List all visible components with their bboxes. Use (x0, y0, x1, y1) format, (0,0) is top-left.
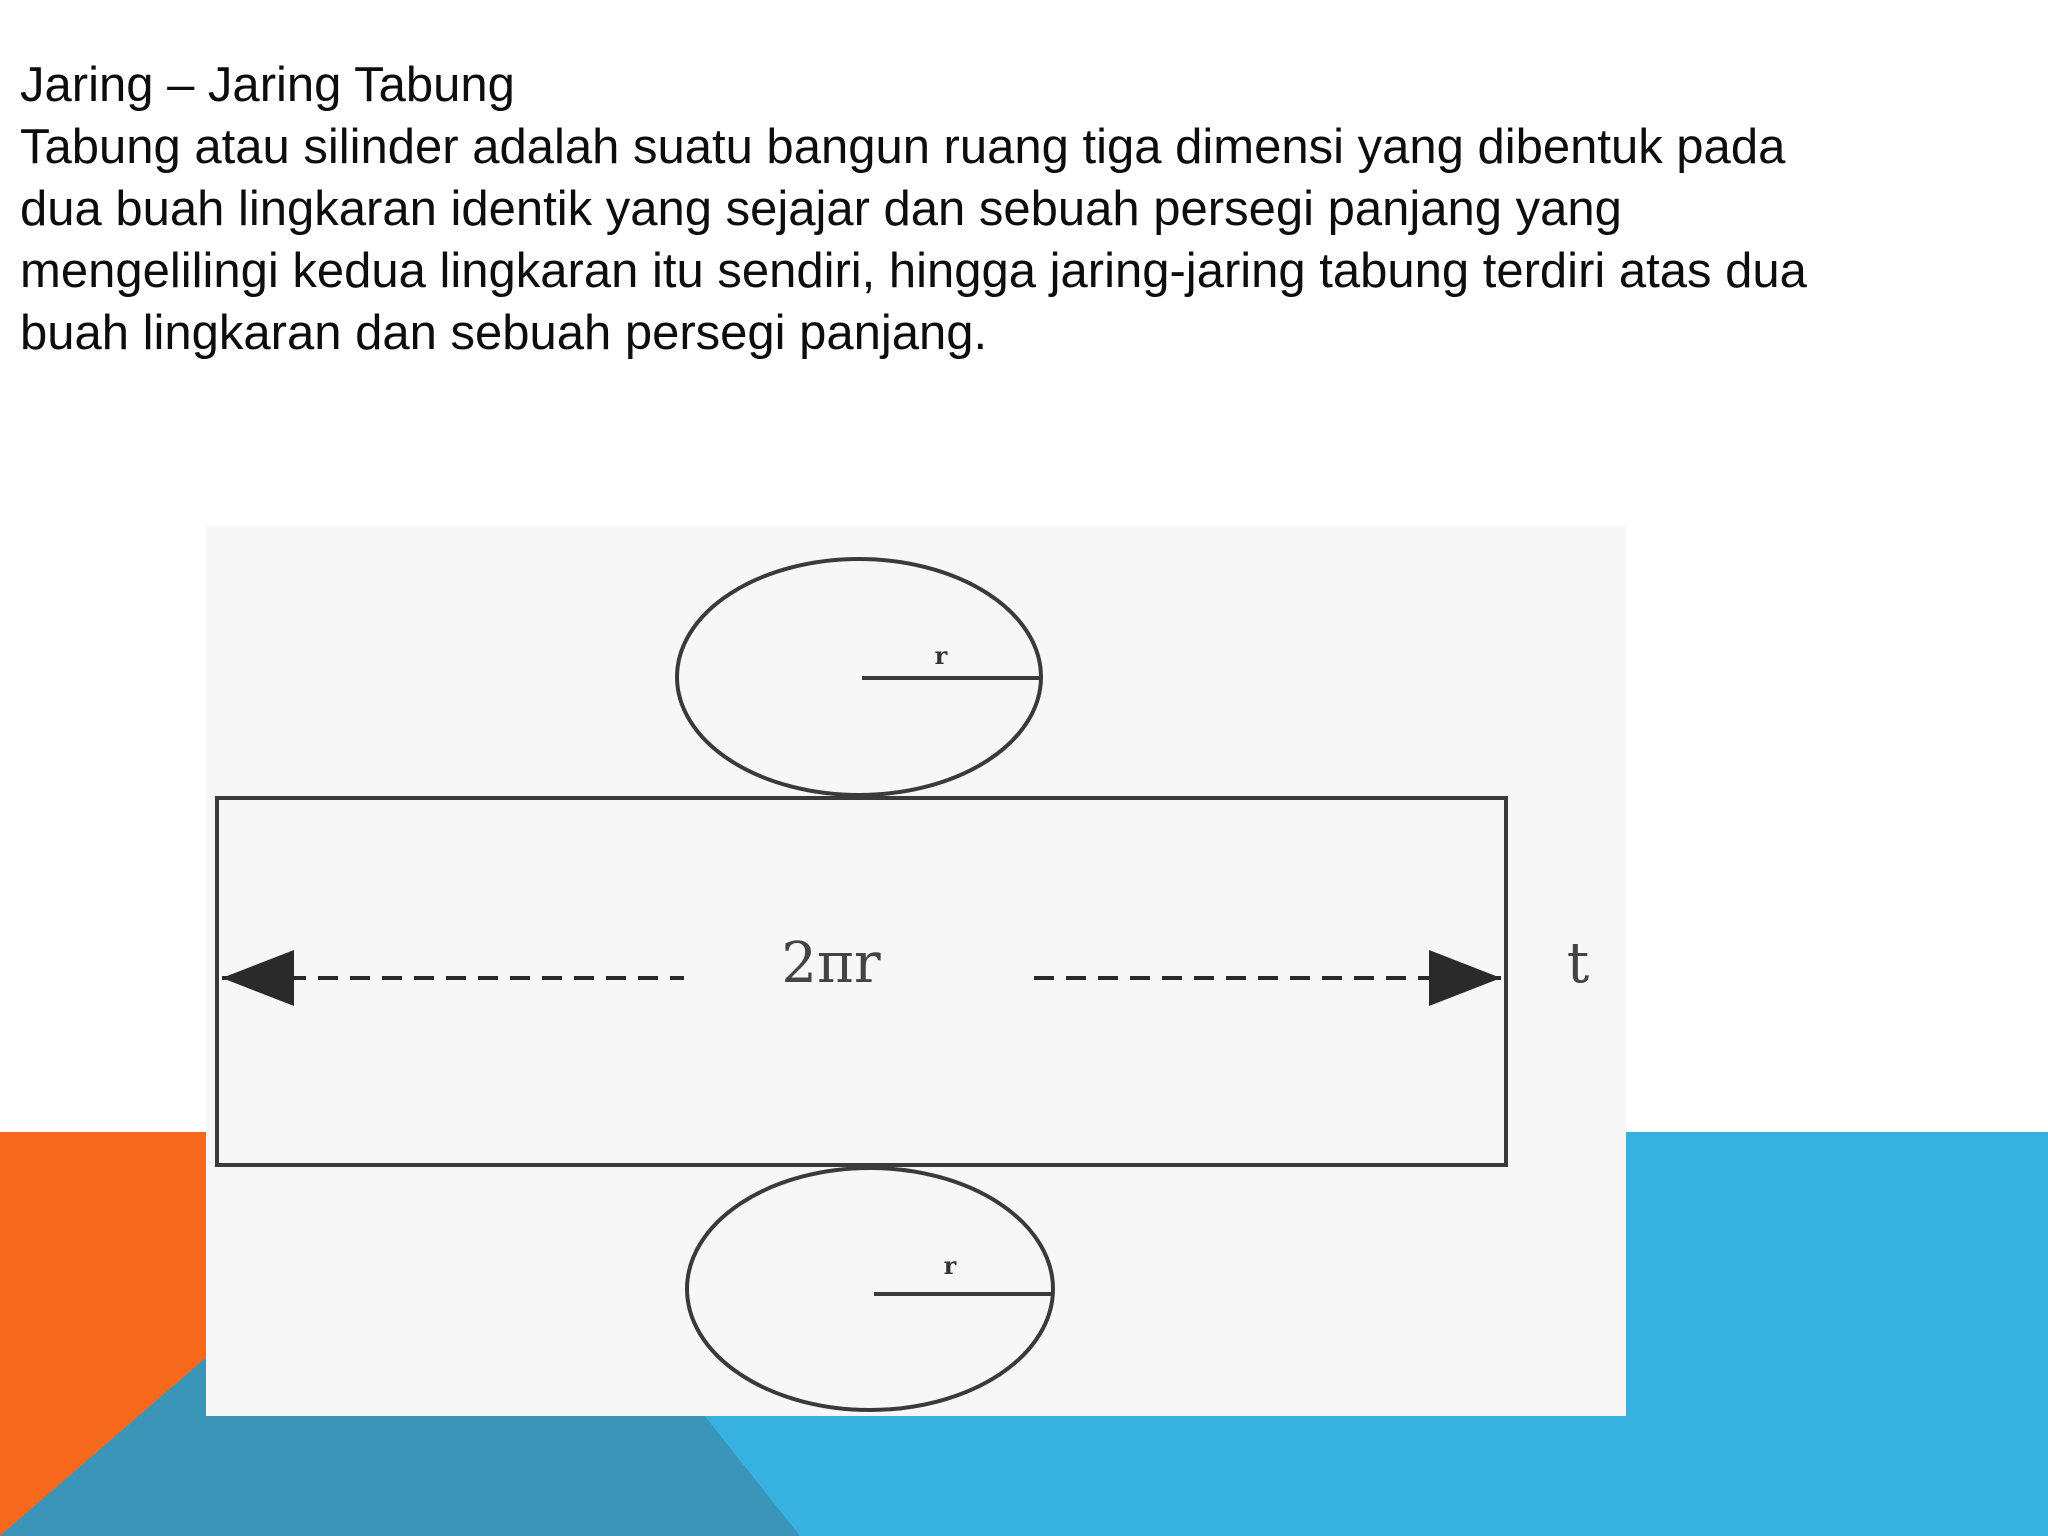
bottom-circle (687, 1168, 1053, 1410)
light-blue-bottom-band (690, 1410, 2048, 1536)
top-radius-label: r (934, 641, 948, 670)
slide-title: Jaring – Jaring Tabung (20, 58, 515, 112)
body-line-3: mengelilingi kedua lingkaran itu sendiri, hingga jaring-jaring tabung terdiri atas dua (20, 244, 1807, 298)
cylinder-net-diagram (206, 526, 1626, 1416)
slide-text (20, 54, 1980, 364)
cylinder-net-figure (206, 526, 1626, 1416)
width-label: 2πr (781, 931, 881, 996)
bottom-radius-label: r (943, 1251, 957, 1280)
body-line-4: buah lingkaran dan sebuah persegi panjang. (20, 306, 988, 360)
body-line-1: Tabung atau silinder adalah suatu bangun ruang tiga dimensi yang dibentuk pada (20, 120, 1786, 174)
body-line-2: dua buah lingkaran identik yang sejajar dan sebuah persegi panjang yang (20, 182, 1622, 236)
height-label: t (1566, 931, 1590, 996)
